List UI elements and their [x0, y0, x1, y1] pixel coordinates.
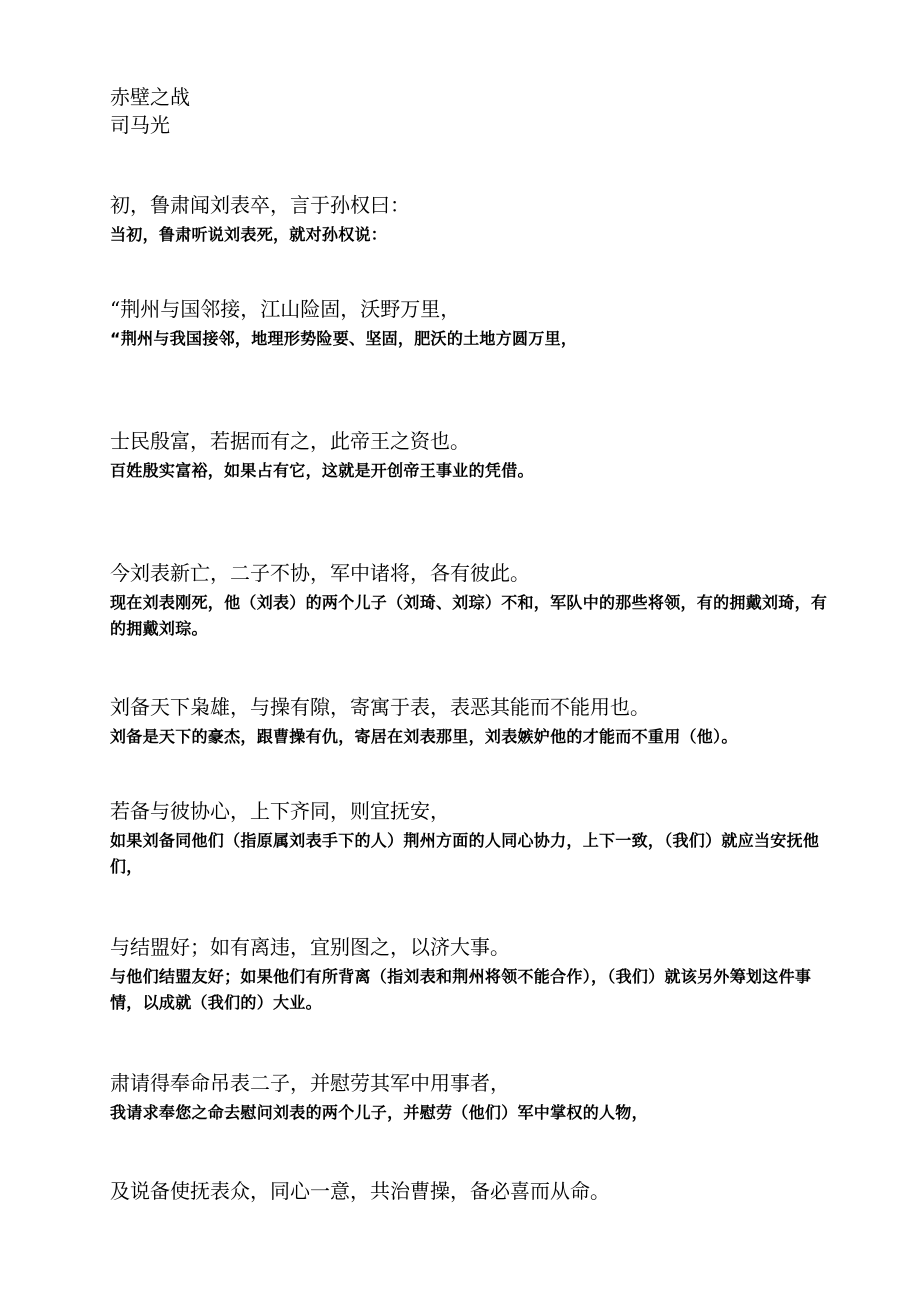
translation-text: 如果刘备同他们（指原属刘表手下的人）荆州方面的人同心协力，上下一致，（我们）就应当安抚他们， — [110, 831, 820, 876]
paragraph — [110, 296, 840, 352]
paragraph — [110, 192, 840, 248]
original-text: “荆州与国邻接，江山险固，沃野万里， — [110, 297, 461, 321]
paragraph — [110, 428, 840, 484]
original-text: 今刘表新亡，二子不协，军中诸将，各有彼此。 — [110, 561, 530, 585]
paragraph — [110, 1070, 840, 1126]
document-page — [110, 0, 840, 1302]
translation-text: “荆州与我国接邻，地理形势险要、坚固，肥沃的土地方圆万里， — [110, 329, 578, 348]
original-text: 刘备天下枭雄，与操有隙，寄寓于表，表恶其能而不能用也。 — [110, 695, 650, 719]
original-text: 若备与彼协心，上下齐同，则宜抚安， — [110, 799, 450, 823]
original-text: 肃请得奉命吊表二子，并慰劳其军中用事者， — [110, 1071, 510, 1095]
paragraph — [110, 934, 840, 1016]
translation-text: 现在刘表刚死，他（刘表）的两个儿子（刘琦、刘琮）不和，军队中的那些将领，有的拥戴刘琦，有的拥戴刘琮。 — [110, 593, 828, 638]
paragraph — [110, 560, 840, 642]
original-text: 与结盟好；如有离违，宜别图之，以济大事。 — [110, 935, 510, 959]
paragraph — [110, 1178, 840, 1204]
paragraph — [110, 694, 840, 750]
original-text: 士民殷富，若据而有之，此帝王之资也。 — [110, 429, 470, 453]
translation-text: 百姓殷实富裕，如果占有它，这就是开创帝王事业的凭借。 — [110, 461, 534, 480]
original-text: 及说备使抚表众，同心一意，共治曹操，备必喜而从命。 — [110, 1179, 610, 1203]
translation-text: 与他们结盟友好；如果他们有所背离（指刘表和荆州将领不能合作），（我们）就该另外筹划这件事情，以成就（我们的）大业。 — [110, 967, 812, 1012]
translation-text: 刘备是天下的豪杰，跟曹操有仇，寄居在刘表那里，刘表嫉妒他的才能而不重用（他）。 — [110, 727, 738, 746]
paragraph — [110, 798, 840, 880]
document-title: 赤壁之战 — [110, 85, 190, 109]
document-author: 司马光 — [110, 113, 170, 137]
original-text: 初，鲁肃闻刘表卒，言于孙权曰： — [110, 193, 410, 217]
translation-text: 我请求奉您之命去慰问刘表的两个儿子，并慰劳（他们）军中掌权的人物， — [110, 1103, 648, 1122]
translation-text: 当初，鲁肃听说刘表死，就对孙权说： — [110, 225, 388, 244]
